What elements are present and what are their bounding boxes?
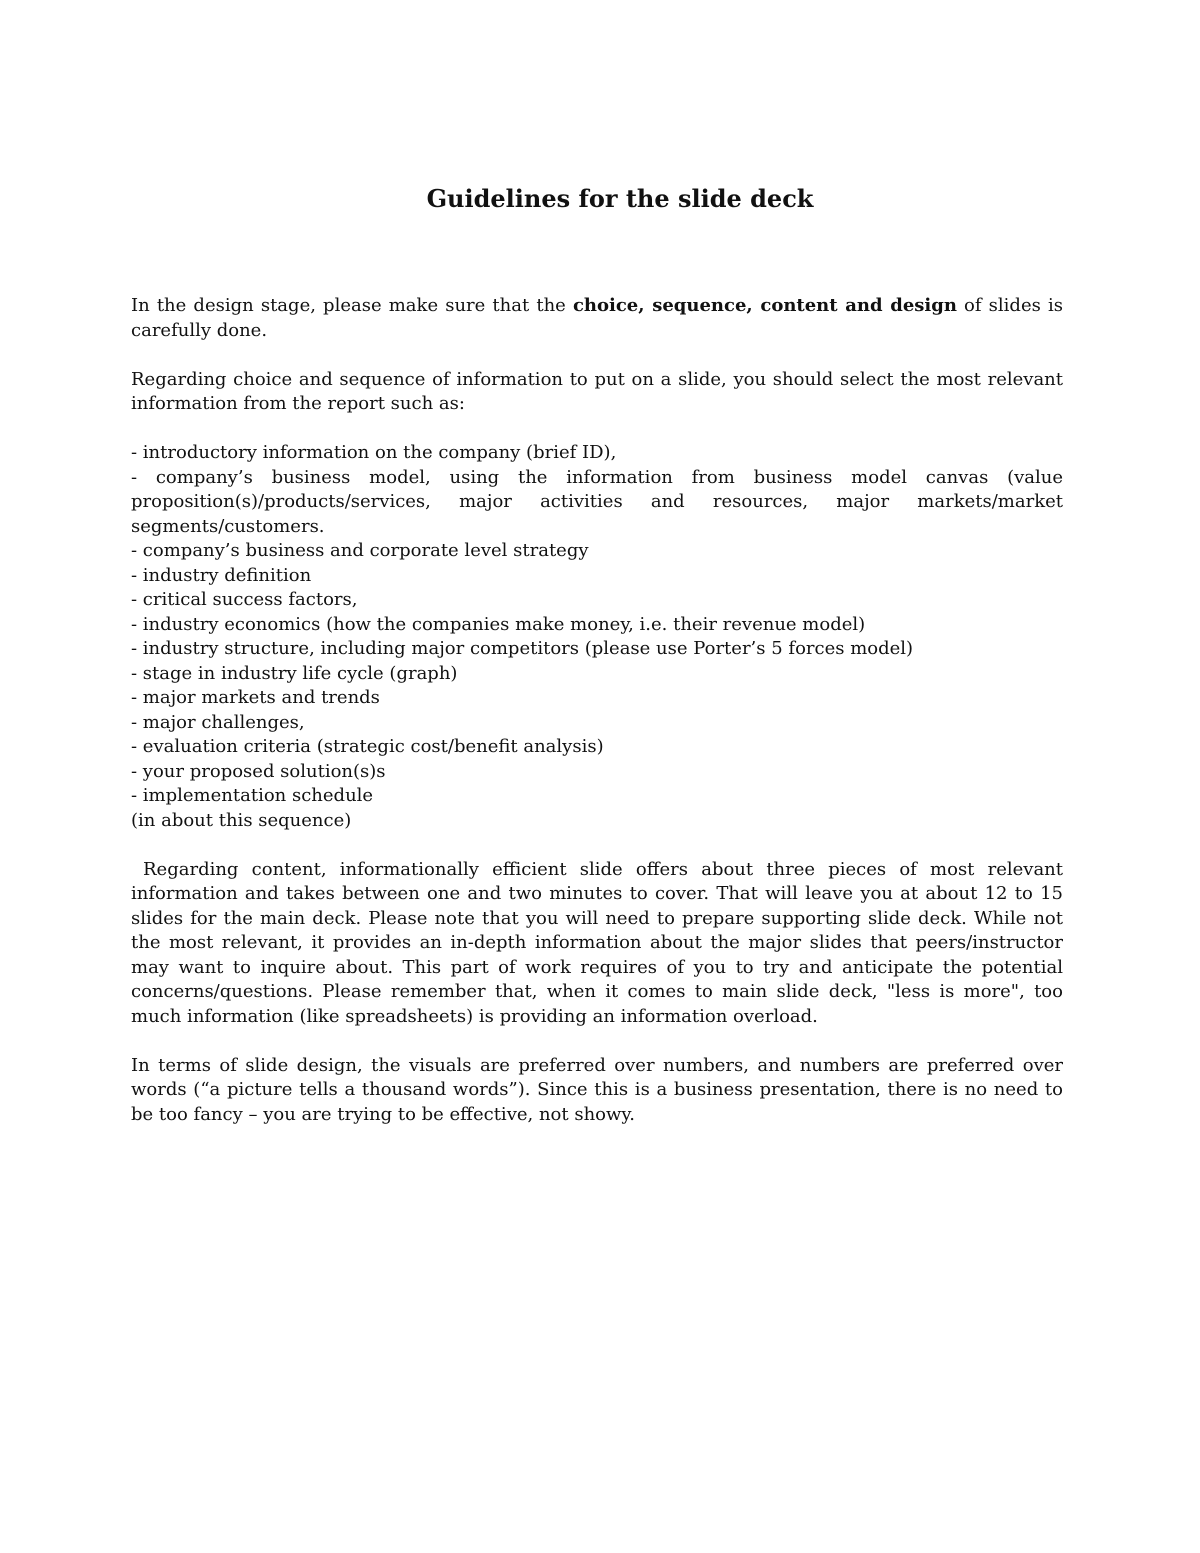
- list-item: - industry economics (how the companies make money, i.e. their revenue model): [131, 613, 866, 635]
- list-item: - implementation schedule: [131, 785, 374, 806]
- intro-paragraph: [131, 294, 1063, 343]
- intro-text-before: In the design stage, please make sure that the: [131, 295, 573, 316]
- content-paragraph: Regarding content, informationally efficient slide offers about three pieces of most relevant information and takes between one and two minutes to cover. That will leave you at about 12 to 15 slides for the main deck. Please note that you will need to prepare supporting slide deck. While not the most relevant, it provides an in-depth information about the major slides that peers/instructor may want to inquire about. This part of work requires of you to try and anticipate the potential concerns/questions. Please remember that, when it comes to main slide deck, "less is more", too much information (like spreadsheets) is providing an information overload.: [131, 858, 1063, 1027]
- list-item: - stage in industry life cycle (graph): [131, 662, 458, 684]
- document-body: [131, 294, 1063, 1152]
- intro-emphasis-content-design: content and design: [760, 295, 957, 316]
- list-item: - company’s business and corporate level strategy: [131, 540, 589, 561]
- intro-emphasis-choice: choice: [572, 295, 639, 316]
- list-item: - major markets and trends: [131, 687, 380, 708]
- list-item: - introductory information on the company (brief ID),: [131, 442, 617, 463]
- list-item: - company’s business model, using the information from business model canvas (value proposition(s)/products/services, major activities and resources, major markets/market segments/customers.: [131, 466, 1063, 537]
- document-title: Guidelines for the slide deck: [426, 184, 814, 213]
- intro-separator-1: ,: [638, 295, 653, 316]
- list-item: - your proposed solution(s)s: [131, 760, 386, 782]
- intro-separator-2: ,: [746, 295, 761, 316]
- design-paragraph: In terms of slide design, the visuals are preferred over numbers, and numbers are preferred over words (“a picture tells a thousand words”). Since this is a business presentation, there is no need to be too fancy – you are trying to be effective, not showy.: [131, 1054, 1063, 1125]
- list-item: - industry definition: [131, 564, 312, 586]
- list-item: - industry structure, including major competitors (please use Porter’s 5 forces model): [131, 638, 914, 659]
- intro-emphasis-sequence: sequence: [652, 295, 747, 316]
- list-item: - major challenges,: [131, 711, 305, 733]
- choice-paragraph: Regarding choice and sequence of information to put on a slide, you should select the most relevant information from the report such as:: [131, 368, 1063, 414]
- sequence-note: (in about this sequence): [131, 809, 352, 831]
- intro-text-after: of slides is carefully done.: [131, 295, 1063, 341]
- list-item: - critical success factors,: [131, 589, 358, 610]
- information-list: [131, 441, 1063, 809]
- list-item: - evaluation criteria (strategic cost/benefit analysis): [131, 736, 604, 757]
